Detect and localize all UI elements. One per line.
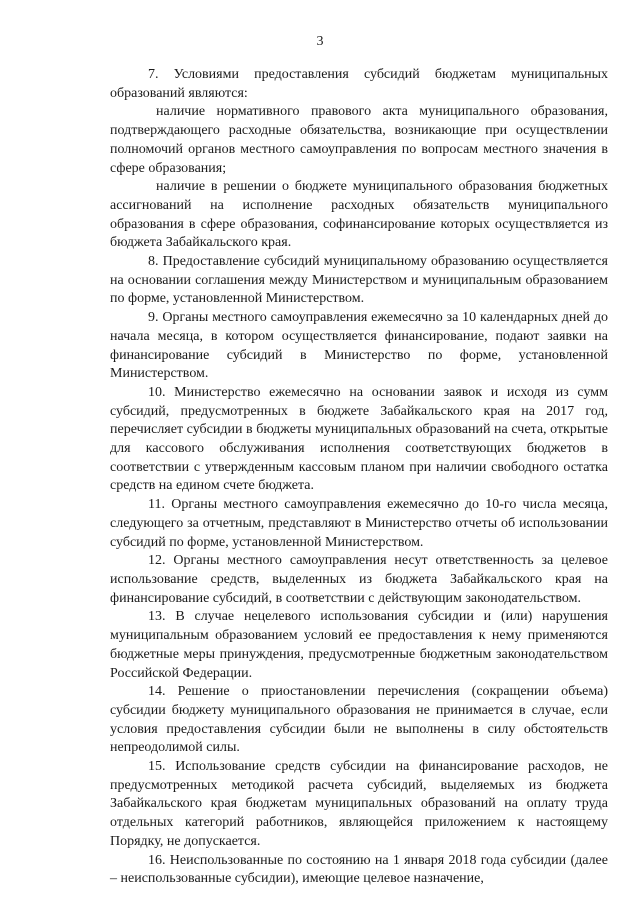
paragraph-12: 12. Органы местного самоуправления несут ответственность за целевое использование средств, выделенных из бюджета Забайкальского края на финансирование субсидий, в соответствии с действующим законодательством.	[110, 553, 608, 606]
paragraph-11: 11. Органы местного самоуправления ежемесячно до 10-го числа месяца, следующего за отчетным, представляют в Министерство отчеты об использовании субсидий по форме, установленной Министерством.	[110, 497, 608, 550]
paragraph-14: 14. Решение о приостановлении перечисления (сокращении объема) субсидии бюджету муниципального образования не принимается в случае, если условия предоставления субсидии были не выполнены в силу обстоятельств непреодолимой силы.	[110, 684, 608, 756]
paragraph-7: 7. Условиями предоставления субсидий бюджетам муниципальных образований являются:	[110, 67, 608, 101]
paragraph-7-condition-1: наличие нормативного правового акта муниципального образования, подтверждающего расходные обязательства, возникающие при осуществлении полномочий органов местного самоуправления по вопросам местного значения в сфере образования;	[110, 104, 608, 176]
paragraph-16: 16. Неиспользованные по состоянию на 1 января 2018 года субсидии (далее – неиспользованные субсидии), имеющие целевое назначение,	[110, 852, 608, 887]
paragraph-13: 13. В случае нецелевого использования субсидии и (или) нарушения муниципальным образованием условий ее предоставления к нему применяются бюджетные меры принуждения, предусмотренные бюджетным законодательством Российской Федерации.	[110, 609, 608, 681]
paragraph-10: 10. Министерство ежемесячно на основании заявок и исходя из сумм субсидий, предусмотренных в бюджете Забайкальского края на 2017 год, перечисляет субсидии в бюджеты муниципальных образований на счета, открытые для кассового обслуживания исполнения соответствующих бюджетов в соответствии с утвержденным кассовым планом при наличии свободного остатка средств на едином счете бюджета.	[110, 384, 608, 494]
paragraph-9: 9. Органы местного самоуправления ежемесячно за 10 календарных дней до начала месяца, в котором осуществляется финансирование, подают заявки на финансирование субсидий в Министерство по форме, установленной Министерством.	[110, 310, 608, 382]
paragraph-15: 15. Использование средств субсидии на финансирование расходов, не предусмотренных методикой расчета субсидий, выделяемых из бюджета Забайкальского края бюджетам муниципальных образований на оплату труда отдельных категорий работников, являющейся приложением к настоящему Порядку, не допускается.	[110, 759, 608, 849]
paragraph-8: 8. Предоставление субсидий муниципальному образованию осуществляется на основании соглашения между Министерством и муниципальным образованием по форме, установленной Министерством.	[110, 254, 608, 307]
page-number: 3	[316, 34, 324, 49]
paragraph-7-condition-2: наличие в решении о бюджете муниципального образования бюджетных ассигнований на исполнение расходных обязательств муниципального образования в сфере образования, софинансирование которых осуществляется из бюджета Забайкальского края.	[110, 179, 608, 251]
document-body	[110, 66, 608, 889]
